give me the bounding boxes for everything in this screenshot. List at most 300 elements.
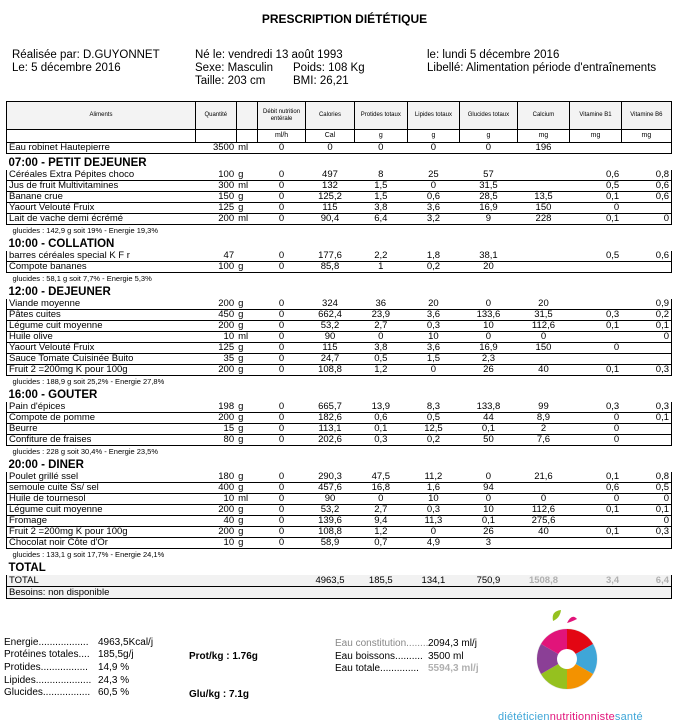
cell: 108,8 [305, 527, 354, 538]
cell: 0 [355, 143, 408, 154]
cell: 2,2 [355, 251, 408, 262]
cell: 0,6 [570, 170, 621, 181]
food-row [7, 262, 672, 273]
cell: g [236, 483, 258, 494]
unit-cell: g [355, 130, 408, 143]
cell [570, 538, 621, 549]
unit-cell: mg [570, 130, 621, 143]
cell: 0,3 [407, 505, 460, 516]
cell [570, 262, 621, 273]
cell: 0,6 [407, 192, 460, 203]
cell: 0,8 [621, 170, 671, 181]
meal-summary: glucides : 228 g soit 30,4% - Energie 23,5% [12, 446, 159, 456]
brand-part-3: santé [614, 711, 643, 723]
cell: 3500 [195, 143, 236, 154]
cell: 115 [305, 203, 354, 214]
cell: 38,1 [460, 251, 517, 262]
page-title: PRESCRIPTION DIÉTÉTIQUE [261, 12, 428, 26]
cell: 200 [195, 214, 236, 225]
cell [195, 575, 236, 587]
proteines-value: 185,5g/j [98, 649, 134, 660]
unit-cell: mg [621, 130, 671, 143]
cell: 90 [305, 494, 354, 505]
cell: 0,3 [355, 435, 408, 446]
cell: 80 [195, 435, 236, 446]
cell: 400 [195, 483, 236, 494]
section-row [7, 386, 672, 402]
cell: 300 [195, 181, 236, 192]
column-header [236, 102, 258, 130]
cell: 58,9 [305, 538, 354, 549]
food-row [7, 365, 672, 376]
cell: 0 [570, 435, 621, 446]
cell: 85,8 [305, 262, 354, 273]
summary-row [7, 446, 672, 457]
libelle: Libellé: Alimentation période d'entraînements [427, 62, 657, 74]
eau-constitution-value: 2094,3 ml/j [428, 638, 477, 649]
cell: 0,2 [407, 262, 460, 273]
row-label: Viande moyenne [7, 299, 196, 310]
cell: 202,6 [305, 435, 354, 446]
brand-logo-icon [527, 609, 607, 691]
cell: 0 [570, 424, 621, 435]
eau-constitution-label: Eau constitution......... [335, 638, 432, 649]
row-label: Pain d'épices [7, 402, 196, 413]
cell: 26 [460, 365, 517, 376]
cell: 133,8 [460, 402, 517, 413]
unit-cell: g [460, 130, 517, 143]
cell: 0,1 [570, 192, 621, 203]
cell: ml [236, 143, 258, 154]
cell: 0,2 [621, 310, 671, 321]
cell: 3,6 [407, 343, 460, 354]
cell: 0,3 [407, 321, 460, 332]
cell: 0 [258, 262, 306, 273]
food-row [7, 181, 672, 192]
summary-row [7, 273, 672, 284]
cell: 6,4 [621, 575, 671, 587]
cell: 0 [258, 424, 306, 435]
cell: 133,6 [460, 310, 517, 321]
cell: 196 [517, 143, 570, 154]
cell: 0 [258, 310, 306, 321]
cell: 0,3 [570, 310, 621, 321]
cell: 4963,5 [305, 575, 354, 587]
cell: 0,1 [570, 365, 621, 376]
cell: 57 [460, 170, 517, 181]
cell: g [236, 527, 258, 538]
cell: 0,1 [355, 424, 408, 435]
food-row [7, 192, 672, 203]
cell: 0 [517, 332, 570, 343]
cell: 0,3 [570, 402, 621, 413]
row-label: Lait de vache demi écrémé [7, 214, 196, 225]
cell: 24,7 [305, 354, 354, 365]
cell [517, 538, 570, 549]
cell: 0 [621, 516, 671, 527]
cell: g [236, 424, 258, 435]
food-row [7, 402, 672, 413]
brand-part-1: diététicien [498, 711, 550, 723]
food-row [7, 435, 672, 446]
column-header: Glucides totaux [460, 102, 517, 130]
food-row [7, 483, 672, 494]
unit-cell: mg [517, 130, 570, 143]
cell: 182,6 [305, 413, 354, 424]
birth-date: Né le: vendredi 13 août 1993 [195, 49, 343, 61]
cell: 11,3 [407, 516, 460, 527]
cell [621, 203, 671, 214]
cell: 1,6 [407, 483, 460, 494]
cell: 0 [258, 332, 306, 343]
cell: 12,5 [407, 424, 460, 435]
cell: g [236, 516, 258, 527]
cell: 200 [195, 505, 236, 516]
food-row [7, 310, 672, 321]
food-row [7, 203, 672, 214]
brand-part-2: nutritionniste [549, 711, 615, 723]
cell: 35 [195, 354, 236, 365]
cell: 3,6 [407, 203, 460, 214]
section-row [7, 154, 672, 171]
row-label: Sauce Tomate Cuisinée Buito [7, 354, 196, 365]
section-title: TOTAL [8, 561, 46, 574]
cell [570, 516, 621, 527]
food-row [7, 354, 672, 365]
unit-cell [7, 130, 196, 143]
column-header: Quantité [195, 102, 236, 130]
cell: ml [236, 332, 258, 343]
cell: g [236, 262, 258, 273]
cell: 0 [258, 251, 306, 262]
cell: 3,2 [407, 214, 460, 225]
cell: 0,3 [621, 365, 671, 376]
cell: 0 [621, 214, 671, 225]
section-row [7, 283, 672, 299]
cell: 10 [460, 321, 517, 332]
cell: 125 [195, 203, 236, 214]
column-header: Calories [305, 102, 354, 130]
cell: 8,3 [407, 402, 460, 413]
row-label: Compote bananes [7, 262, 196, 273]
cell: 2,7 [355, 321, 408, 332]
cell: 20 [460, 262, 517, 273]
cell: 0 [258, 143, 306, 154]
eau-totale-value: 5594,3 ml/j [428, 663, 479, 674]
cell: 0 [258, 203, 306, 214]
food-row [7, 527, 672, 538]
cell: 0 [570, 494, 621, 505]
cell: 112,6 [517, 321, 570, 332]
cell: 200 [195, 321, 236, 332]
cell: 9 [460, 214, 517, 225]
unit-cell: ml/h [258, 130, 306, 143]
row-label: Légume cuit moyenne [7, 505, 196, 516]
cell [517, 483, 570, 494]
cell: 450 [195, 310, 236, 321]
cell: g [236, 299, 258, 310]
cell: 99 [517, 402, 570, 413]
glucides-value: 60,5 % [98, 687, 130, 698]
cell: 0 [258, 472, 306, 483]
cell: 0,1 [570, 472, 621, 483]
cell: 2,7 [355, 505, 408, 516]
cell: 750,9 [460, 575, 517, 587]
cell: 0 [460, 472, 517, 483]
cell: 150 [517, 203, 570, 214]
cell: ml [236, 214, 258, 225]
summary-row [7, 549, 672, 560]
cell: 0 [460, 299, 517, 310]
unit-cell [236, 130, 258, 143]
cell: 100 [195, 170, 236, 181]
cell: 21,6 [517, 472, 570, 483]
section-row [7, 559, 672, 575]
cell: 0 [258, 299, 306, 310]
cell: 290,3 [305, 472, 354, 483]
row-label: Beurre [7, 424, 196, 435]
cell: 275,6 [517, 516, 570, 527]
cell: 0 [355, 494, 408, 505]
cell: 324 [305, 299, 354, 310]
food-row [7, 494, 672, 505]
row-label: Fromage [7, 516, 196, 527]
food-row [7, 413, 672, 424]
cell: 0 [355, 332, 408, 343]
cell: 11,2 [407, 472, 460, 483]
row-label: Céréales Extra Pépites choco [7, 170, 196, 181]
protides-value: 14,9 % [98, 662, 130, 673]
besoins-row [7, 587, 672, 599]
cell: 20 [407, 299, 460, 310]
bmi: BMI: 26,21 [293, 75, 349, 87]
cell: ml [236, 494, 258, 505]
glucides-label: Glucides................. [4, 687, 91, 698]
food-row [7, 321, 672, 332]
row-label: Huile olive [7, 332, 196, 343]
cell: 40 [195, 516, 236, 527]
column-header: Calcium [517, 102, 570, 130]
cell [517, 251, 570, 262]
section-title: 07:00 - PETIT DEJEUNER [8, 156, 147, 169]
cell: 0 [460, 332, 517, 343]
cell: g [236, 170, 258, 181]
cell: 10 [460, 505, 517, 516]
cell: 10 [407, 494, 460, 505]
cell [258, 575, 306, 587]
unit-cell [195, 130, 236, 143]
cell [517, 170, 570, 181]
prot-per-kg: Prot/kg : 1.76g [189, 651, 258, 662]
cell: 0,1 [570, 527, 621, 538]
cell: 13,5 [517, 192, 570, 203]
cell: 2 [517, 424, 570, 435]
cell: 0 [407, 365, 460, 376]
cell: 0 [407, 527, 460, 538]
cell: 132 [305, 181, 354, 192]
cell: 180 [195, 472, 236, 483]
cell: 10 [195, 332, 236, 343]
cell: 40 [517, 527, 570, 538]
summary-row [7, 376, 672, 387]
cell: 0 [258, 343, 306, 354]
cell: 10 [195, 494, 236, 505]
cell: g [236, 354, 258, 365]
cell: 0 [258, 365, 306, 376]
prescription-table [6, 101, 672, 599]
units-row [7, 130, 672, 143]
cell: 0 [258, 494, 306, 505]
cell: 0,1 [570, 214, 621, 225]
cell: 0 [460, 143, 517, 154]
cell: 0 [258, 483, 306, 494]
cell: 0,6 [621, 251, 671, 262]
cell: 90 [305, 332, 354, 343]
food-row [7, 505, 672, 516]
food-row [7, 538, 672, 549]
row-label: Fruit 2 =200mg K pour 100g [7, 365, 196, 376]
cell: 0 [258, 214, 306, 225]
weight: Poids: 108 Kg [293, 62, 365, 74]
report-date: Le: 5 décembre 2016 [12, 62, 121, 74]
energie-label: Energie.................. [4, 637, 89, 648]
cell [517, 262, 570, 273]
cell: 0,5 [570, 181, 621, 192]
cell: 113,1 [305, 424, 354, 435]
row-label: Yaourt Velouté Fruix [7, 343, 196, 354]
prescription-date: le: lundi 5 décembre 2016 [427, 49, 560, 61]
column-header: Aliments [7, 102, 196, 130]
cell: 0,1 [570, 505, 621, 516]
cell: 115 [305, 343, 354, 354]
cell: g [236, 435, 258, 446]
cell: 20 [517, 299, 570, 310]
cell: 497 [305, 170, 354, 181]
cell: 125 [195, 343, 236, 354]
cell: 0,1 [570, 321, 621, 332]
cell [236, 251, 258, 262]
cell: 0,6 [570, 483, 621, 494]
cell: g [236, 310, 258, 321]
cell [621, 143, 671, 154]
column-header: Débit nutrition entérale [258, 102, 306, 130]
cell: 1,5 [355, 181, 408, 192]
meal-summary: glucides : 58,1 g soit 7,7% - Energie 5,3% [12, 273, 152, 283]
cell: 53,2 [305, 505, 354, 516]
food-row [7, 214, 672, 225]
cell: g [236, 203, 258, 214]
cell: 1,2 [355, 365, 408, 376]
cell: 0,7 [355, 538, 408, 549]
section-title: 20:00 - DINER [8, 458, 84, 471]
column-header: Protides totaux [355, 102, 408, 130]
food-row [7, 299, 672, 310]
eau-boissons-label: Eau boissons.......... [335, 651, 423, 662]
lipides-value: 24,3 % [98, 675, 130, 686]
row-label: Chocolat noir Côte d'Or [7, 538, 196, 549]
cell: 16,9 [460, 203, 517, 214]
cell: 0 [305, 143, 354, 154]
eau-totale-label: Eau totale.............. [335, 663, 419, 674]
cell: 108,8 [305, 365, 354, 376]
cell: 10 [195, 538, 236, 549]
cell: 200 [195, 365, 236, 376]
cell [570, 332, 621, 343]
cell [621, 343, 671, 354]
cell: 0,5 [407, 413, 460, 424]
cell: 90,4 [305, 214, 354, 225]
cell [570, 354, 621, 365]
cell: 0 [258, 413, 306, 424]
cell: 112,6 [517, 505, 570, 516]
cell: 1 [355, 262, 408, 273]
cell: 150 [517, 343, 570, 354]
cell: 0 [258, 354, 306, 365]
cell: 1,2 [355, 527, 408, 538]
cell [621, 424, 671, 435]
row-label: TOTAL [7, 575, 196, 587]
row-label: Fruit 2 =200mg K pour 100g [7, 527, 196, 538]
cell: 25 [407, 170, 460, 181]
food-row [7, 424, 672, 435]
cell: 457,6 [305, 483, 354, 494]
cell: 0,3 [621, 527, 671, 538]
cell: 16,9 [460, 343, 517, 354]
cell: 31,5 [460, 181, 517, 192]
cell: 3,6 [407, 310, 460, 321]
cell: 200 [195, 527, 236, 538]
sex: Sexe: Masculin [195, 62, 273, 74]
food-row [7, 143, 672, 154]
cell: 198 [195, 402, 236, 413]
cell [236, 575, 258, 587]
cell [621, 538, 671, 549]
cell: 6,4 [355, 214, 408, 225]
cell: 0,5 [355, 354, 408, 365]
cell: 662,4 [305, 310, 354, 321]
cell: 139,6 [305, 516, 354, 527]
unit-cell: Cal [305, 130, 354, 143]
row-label: Huile de tournesol [7, 494, 196, 505]
cell: 0,8 [621, 472, 671, 483]
cell: 1,8 [407, 251, 460, 262]
cell: g [236, 505, 258, 516]
row-label: Compote de pomme [7, 413, 196, 424]
row-label: Pâtes cuites [7, 310, 196, 321]
cell: 0 [460, 494, 517, 505]
cell: 150 [195, 192, 236, 203]
row-label: barres céréales special K F r [7, 251, 196, 262]
cell: 0,6 [355, 413, 408, 424]
cell: 3,8 [355, 343, 408, 354]
row-label: Jus de fruit Multivitamines [7, 181, 196, 192]
food-row [7, 516, 672, 527]
cell: 50 [460, 435, 517, 446]
cell: 0 [570, 413, 621, 424]
cell: 0 [258, 192, 306, 203]
cell: 0 [258, 538, 306, 549]
cell: 0 [621, 494, 671, 505]
cell: 13,9 [355, 402, 408, 413]
protides-label: Protides................. [4, 662, 88, 673]
meal-summary: glucides : 133,1 g soit 17,7% - Energie 24,1% [12, 549, 165, 559]
cell: 0 [258, 527, 306, 538]
row-label: semoule cuite Ss/ sel [7, 483, 196, 494]
cell: 0,5 [570, 251, 621, 262]
section-row [7, 456, 672, 472]
summary-row [7, 225, 672, 236]
cell: 10 [407, 332, 460, 343]
